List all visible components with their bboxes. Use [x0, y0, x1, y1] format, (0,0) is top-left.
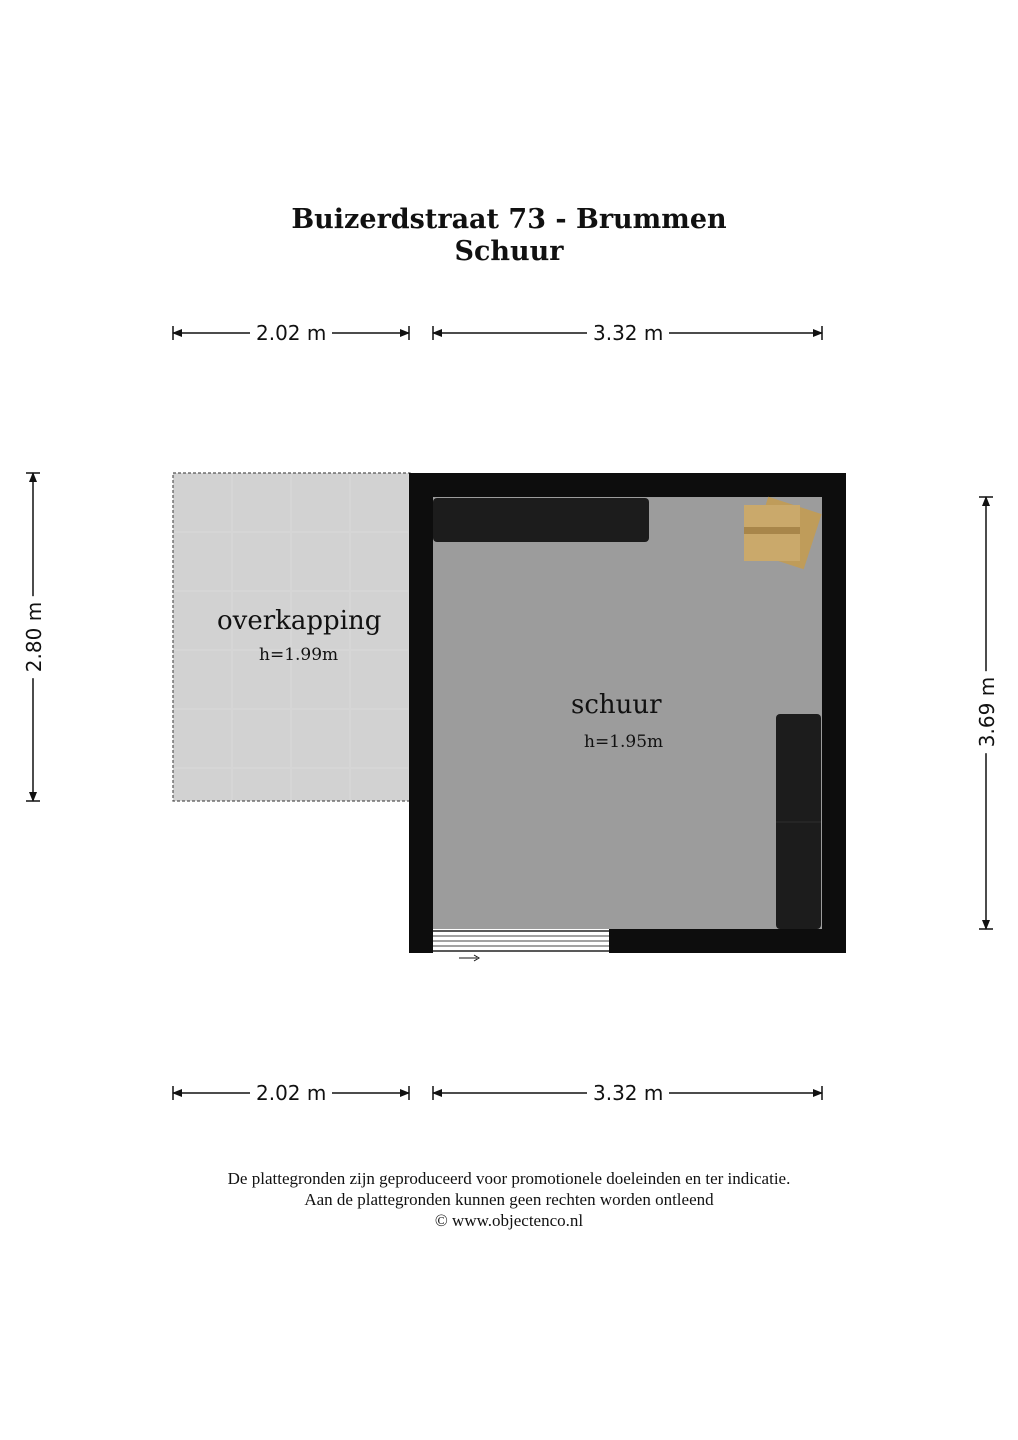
room-height-schuur: h=1.95m: [584, 732, 664, 752]
room-name-schuur: schuur: [571, 690, 662, 720]
dimension-label-top-right: 3.32 m: [587, 321, 669, 345]
room-height-overkapping: h=1.99m: [259, 645, 339, 665]
plan-title: Buizerdstraat 73 - Brummen: [291, 204, 727, 235]
dimension-label-left: 2.80 m: [22, 596, 46, 678]
disclaimer-line-2: Aan de plattegronden kunnen geen rechten worden ontleend: [304, 1190, 714, 1209]
room-name-overkapping: overkapping: [217, 606, 382, 636]
dimension-label-top-left: 2.02 m: [250, 321, 332, 345]
copyright-line: © www.objectenco.nl: [434, 1211, 584, 1230]
plan-subtitle: Schuur: [454, 236, 564, 267]
dimension-label-bottom-right: 3.32 m: [587, 1081, 669, 1105]
door-opening: [433, 929, 609, 953]
door-direction-arrow-icon: [459, 955, 479, 961]
shelf-top: [433, 498, 649, 542]
disclaimer-line-1: De plattegronden zijn geproduceerd voor promotionele doeleinden en ter indicatie.: [227, 1169, 791, 1188]
overkapping-area: [173, 473, 410, 801]
dimension-label-bottom-left: 2.02 m: [250, 1081, 332, 1105]
dimension-label-right: 3.69 m: [975, 671, 999, 753]
